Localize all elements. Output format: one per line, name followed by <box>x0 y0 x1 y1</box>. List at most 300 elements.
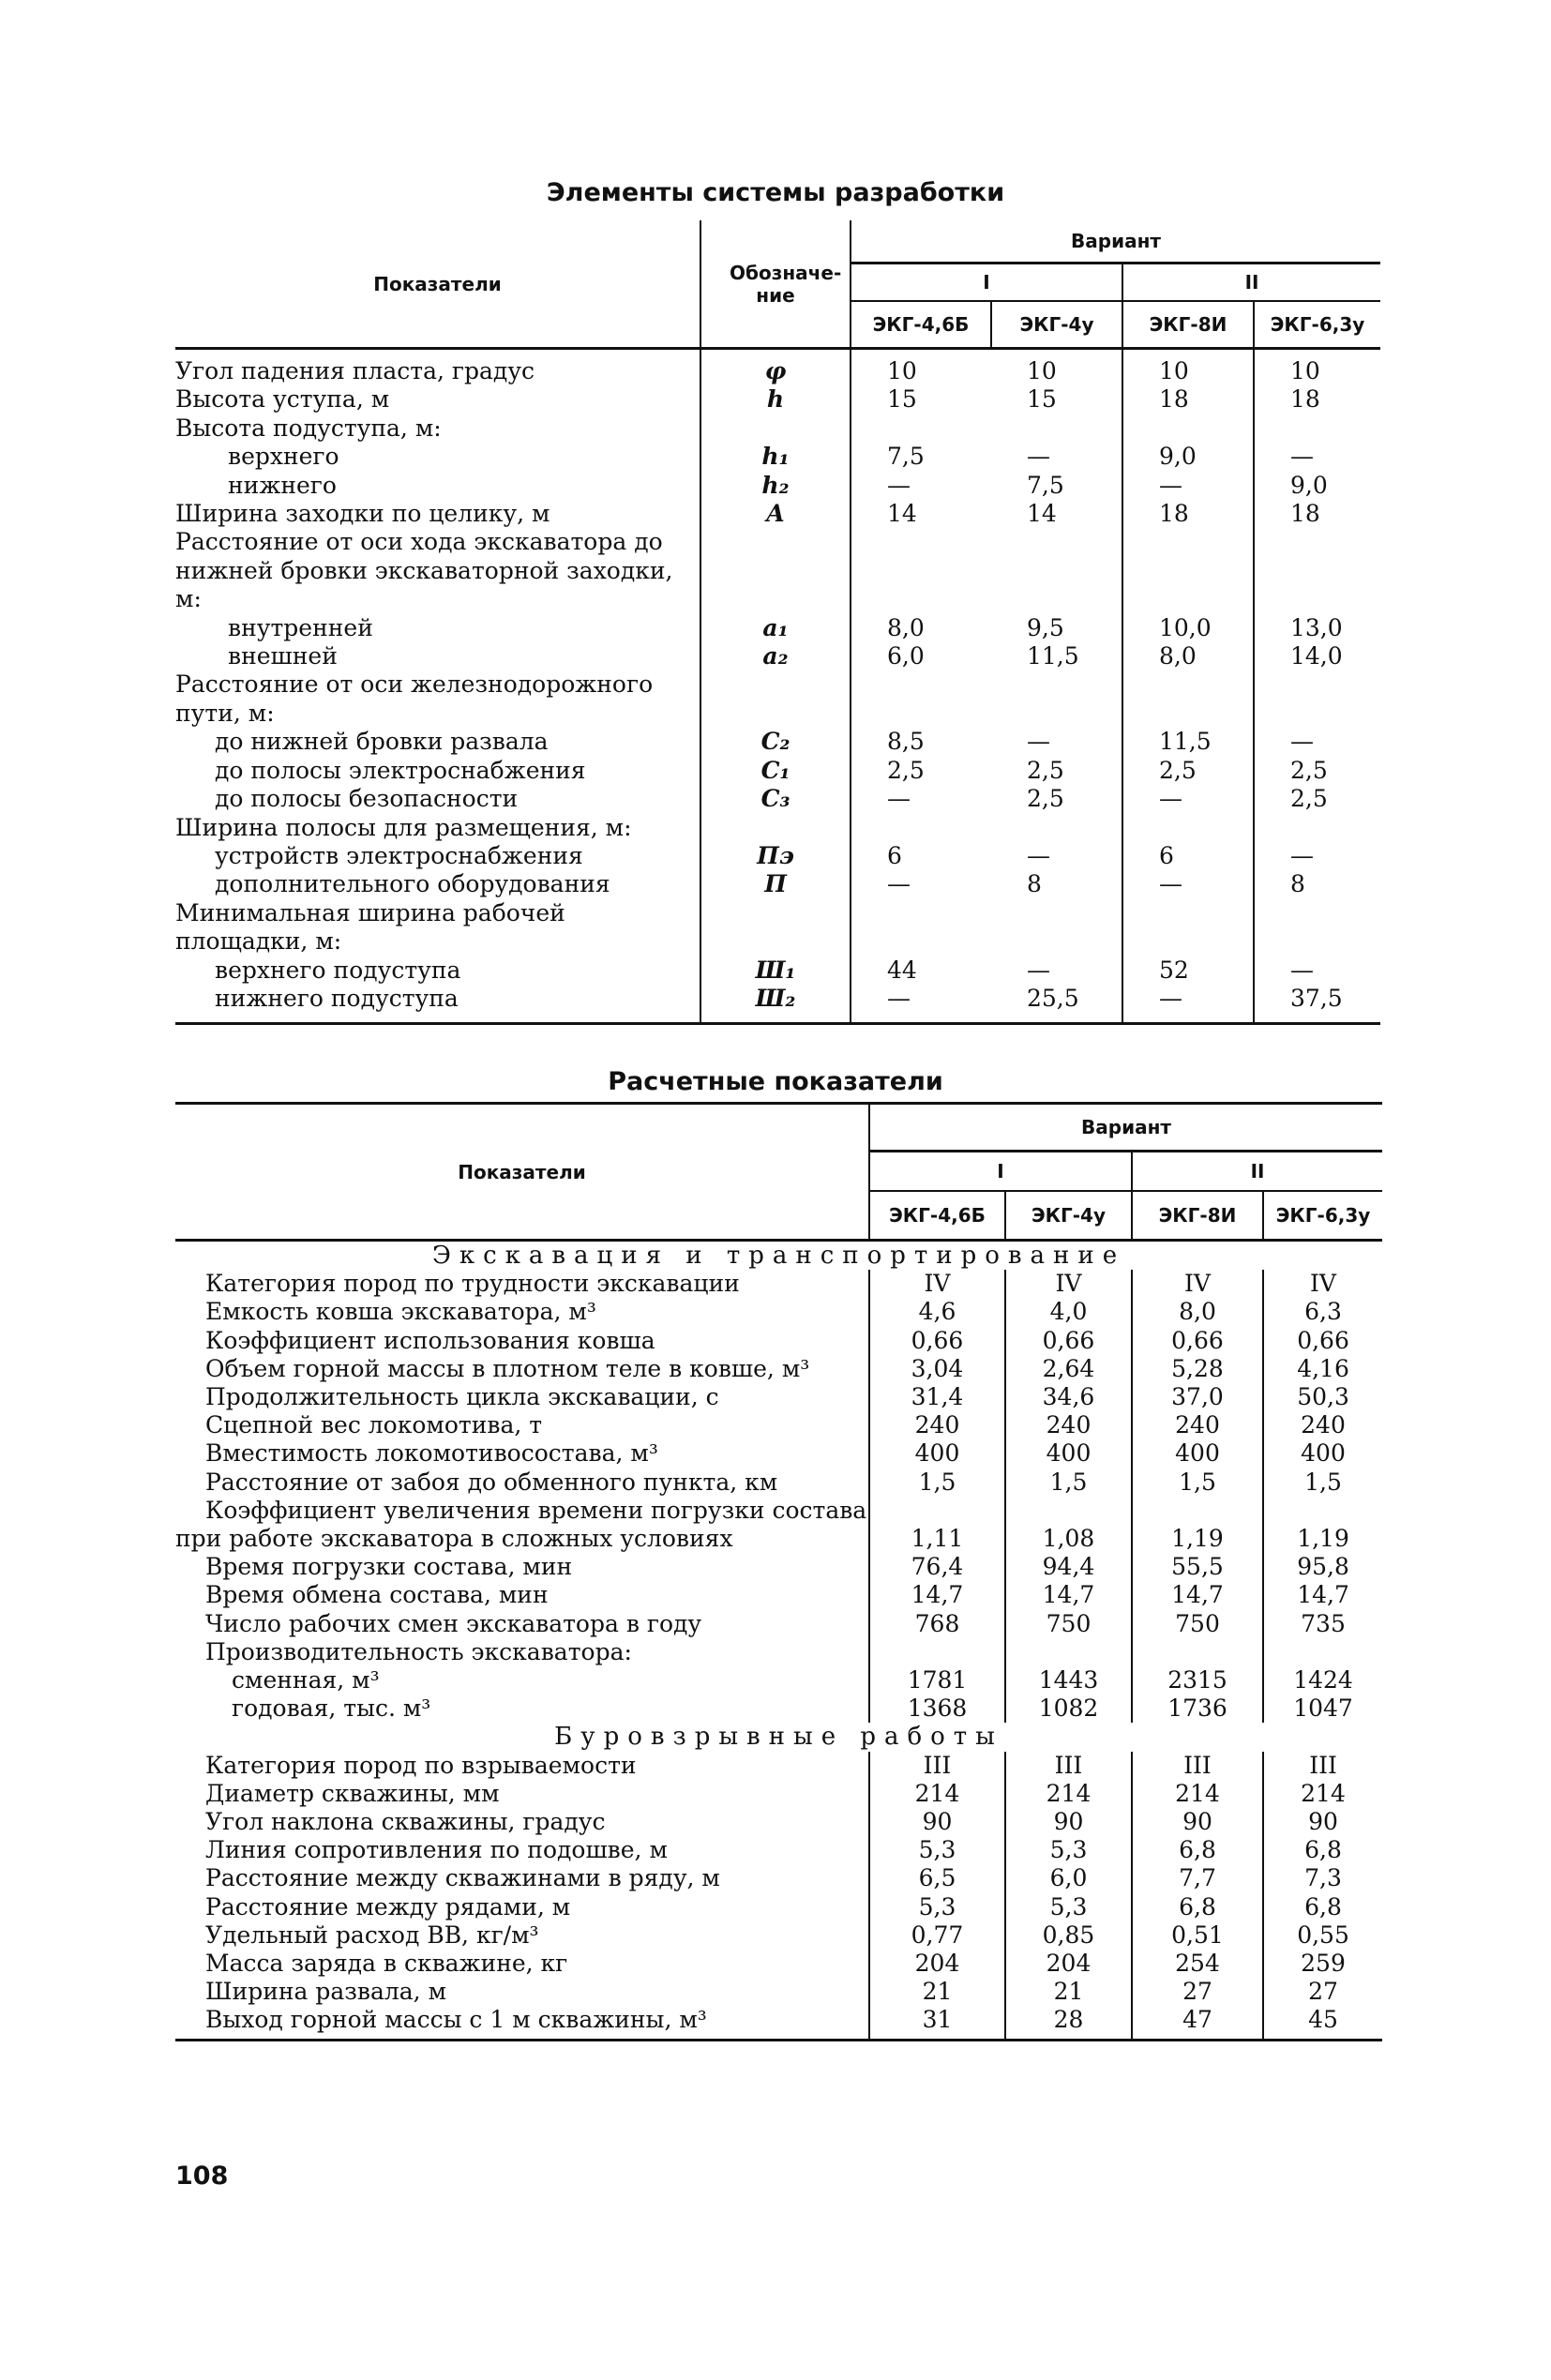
row-label: годовая, тыс. м³ <box>232 1695 431 1723</box>
value-cell: III <box>1005 1752 1132 1780</box>
table-row <box>175 814 1380 842</box>
value-cell: 52 <box>1122 957 1254 985</box>
table-row <box>175 1298 1382 1326</box>
value-cell: 14,7 <box>1132 1581 1263 1609</box>
row-label: Производительность экскаватора: <box>205 1637 632 1665</box>
table-row <box>175 2006 1382 2040</box>
excavator-header: ЭКГ-8И <box>1132 1191 1263 1241</box>
designation-header: Обозначе- ние <box>700 220 851 349</box>
row-label: Категория пород по взрываемости <box>205 1751 637 1779</box>
row-label: Линия сопротивления по подошве, м <box>205 1836 668 1864</box>
value-cell: — <box>1027 728 1050 756</box>
value-cell: 6,3 <box>1263 1298 1382 1326</box>
table-row <box>175 1752 1382 1780</box>
value-cell: 6,0 <box>851 642 991 670</box>
excavator-header: ЭКГ-4у <box>991 301 1122 349</box>
value-cell: 10 <box>1254 349 1380 386</box>
value-cell: 10 <box>1027 357 1057 384</box>
row-symbol <box>700 814 851 842</box>
value-cell: 10 <box>851 349 991 386</box>
value-cell: 44 <box>851 957 991 985</box>
value-cell: 1,19 <box>1263 1497 1382 1553</box>
table-row <box>175 642 1380 670</box>
value-cell: 18 <box>1122 385 1254 414</box>
value-cell: 750 <box>1005 1610 1132 1638</box>
value-cell: 8,0 <box>851 614 991 642</box>
value-cell: 90 <box>869 1808 1005 1836</box>
value-cell: 768 <box>869 1610 1005 1638</box>
value-cell: 2,64 <box>1005 1355 1132 1383</box>
table-row <box>175 985 1380 1024</box>
value-cell: — <box>1027 956 1050 984</box>
value-cell: 214 <box>869 1780 1005 1808</box>
row-symbol: П <box>700 870 851 898</box>
table-row <box>175 899 1380 957</box>
value-cell: 2,5 <box>851 757 991 785</box>
table1-title: Элементы системы разработки <box>546 178 1005 207</box>
value-cell: 11,5 <box>1122 728 1254 756</box>
value-cell: 8 <box>1027 870 1042 898</box>
row-label: Угол наклона скважины, градус <box>205 1808 606 1836</box>
value-cell: 90 <box>1132 1808 1263 1836</box>
row-symbol <box>700 670 851 728</box>
row-label: до нижней бровки развала <box>215 728 549 756</box>
table-row <box>175 1893 1382 1921</box>
excavator-header: ЭКГ-4у <box>1005 1191 1132 1241</box>
row-label: дополнительного оборудования <box>215 870 610 898</box>
value-cell: 5,28 <box>1132 1355 1263 1383</box>
row-symbol <box>700 528 851 613</box>
value-cell: 8,0 <box>1122 642 1254 670</box>
value-cell <box>851 899 991 957</box>
table-row <box>175 1808 1382 1836</box>
value-cell: 0,77 <box>869 1921 1005 1950</box>
value-cell: 1,5 <box>869 1469 1005 1497</box>
value-cell: 735 <box>1263 1610 1382 1638</box>
value-cell: 1,08 <box>1005 1497 1132 1553</box>
value-cell <box>869 1638 1005 1666</box>
row-label: Время погрузки состава, мин <box>205 1553 573 1581</box>
value-cell: 400 <box>1263 1439 1382 1468</box>
value-cell: 34,6 <box>1005 1383 1132 1411</box>
calculated-indicators-table <box>175 1102 1382 2041</box>
excavator-header: ЭКГ-4,6Б <box>851 301 991 349</box>
table-row <box>175 870 1380 898</box>
value-cell: — <box>1122 985 1254 1024</box>
value-cell: 18 <box>1122 500 1254 528</box>
value-cell: 8,5 <box>851 728 991 756</box>
value-cell: 1424 <box>1263 1666 1382 1695</box>
value-cell: III <box>869 1752 1005 1780</box>
value-cell: 5,3 <box>1005 1893 1132 1921</box>
table-row <box>175 528 1380 613</box>
table-row <box>175 1355 1382 1383</box>
value-cell: IV <box>1005 1270 1132 1298</box>
row-label: Ширина полосы для размещения, м: <box>175 813 632 841</box>
row-symbol: Ш₂ <box>700 985 851 1024</box>
value-cell: 4,16 <box>1263 1355 1382 1383</box>
value-cell: 4,6 <box>869 1298 1005 1326</box>
row-label: Масса заряда в скважине, кг <box>205 1950 568 1978</box>
value-cell: 6,8 <box>1263 1836 1382 1864</box>
value-cell: 27 <box>1263 1978 1382 2006</box>
value-cell: 400 <box>1005 1439 1132 1468</box>
value-cell: 0,66 <box>1005 1327 1132 1355</box>
value-cell: 14,7 <box>1263 1581 1382 1609</box>
value-cell: 0,66 <box>1263 1327 1382 1355</box>
value-cell: 10,0 <box>1122 614 1254 642</box>
table-row <box>175 1638 1382 1666</box>
value-cell: 5,3 <box>869 1836 1005 1864</box>
row-symbol: h₁ <box>700 443 851 471</box>
value-cell: — <box>1122 870 1254 898</box>
value-cell <box>1122 528 1254 613</box>
value-cell <box>1254 899 1380 957</box>
value-cell: IV <box>869 1270 1005 1298</box>
value-cell: 9,0 <box>1254 472 1380 500</box>
value-cell: 0,85 <box>1005 1921 1132 1950</box>
row-label: Продолжительность цикла экскавации, с <box>205 1383 719 1411</box>
value-cell: 15 <box>1027 385 1057 414</box>
value-cell: 6 <box>1122 842 1254 870</box>
table-row <box>175 1581 1382 1609</box>
section-row <box>175 1723 1382 1751</box>
system-elements-table <box>175 220 1380 1025</box>
row-label: Расстояние от оси хода экскаватора до нижней бровки экскаваторной заходки, м: <box>175 528 673 613</box>
value-cell: — <box>1122 785 1254 813</box>
row-label: Выход горной массы с 1 м скважины, м³ <box>175 2006 869 2040</box>
table-row <box>175 500 1380 528</box>
value-cell <box>1263 1638 1382 1666</box>
row-label: Высота подуступа, м: <box>175 414 442 442</box>
value-cell: 2,5 <box>1254 785 1380 813</box>
table-row <box>175 443 1380 471</box>
value-cell <box>851 814 991 842</box>
value-cell: IV <box>1132 1270 1263 1298</box>
table-row <box>175 349 1380 386</box>
value-cell: 2,5 <box>1027 756 1064 784</box>
value-cell: 6,0 <box>1005 1864 1132 1892</box>
value-cell: 240 <box>869 1411 1005 1439</box>
value-cell: 204 <box>1005 1950 1132 1978</box>
value-cell: 240 <box>1132 1411 1263 1439</box>
table-row <box>175 1978 1382 2006</box>
row-symbol: Ш₁ <box>700 957 851 985</box>
value-cell: 7,5 <box>851 443 991 471</box>
variant-i-header: I <box>851 264 1122 302</box>
value-cell: 7,3 <box>1263 1864 1382 1892</box>
variant-header: Вариант <box>869 1104 1382 1152</box>
value-cell: 400 <box>1132 1439 1263 1468</box>
row-label: верхнего подуступа <box>215 956 461 984</box>
table-row <box>175 1610 1382 1638</box>
value-cell: 18 <box>1254 500 1380 528</box>
table-row <box>175 1553 1382 1581</box>
value-cell: 55,5 <box>1132 1553 1263 1581</box>
row-label: Минимальная ширина рабочей площадки, м: <box>175 898 565 956</box>
value-cell: 13,0 <box>1254 614 1380 642</box>
value-cell <box>1254 414 1380 443</box>
value-cell: 8 <box>1254 870 1380 898</box>
value-cell: 9,0 <box>1122 443 1254 471</box>
value-cell <box>991 899 1122 957</box>
row-label: до полосы электроснабжения <box>215 756 586 784</box>
value-cell: 6,8 <box>1263 1893 1382 1921</box>
value-cell <box>991 528 1122 613</box>
value-cell: 1781 <box>869 1666 1005 1695</box>
row-label: нижнего подуступа <box>175 985 700 1024</box>
table-row <box>175 757 1380 785</box>
row-label: устройств электроснабжения <box>215 841 583 869</box>
value-cell: 214 <box>1132 1780 1263 1808</box>
value-cell: 259 <box>1263 1950 1382 1978</box>
table-row <box>175 957 1380 985</box>
value-cell: 25,5 <box>991 985 1122 1024</box>
page-number: 108 <box>175 2162 229 2191</box>
table-row <box>175 472 1380 500</box>
value-cell: 14 <box>1027 500 1057 528</box>
value-cell: 2315 <box>1132 1666 1263 1695</box>
value-cell: 5,3 <box>1005 1836 1132 1864</box>
value-cell: 14,7 <box>1005 1581 1132 1609</box>
value-cell: 31,4 <box>869 1383 1005 1411</box>
value-cell: — <box>1254 443 1380 471</box>
table-row <box>175 1411 1382 1439</box>
value-cell <box>991 670 1122 728</box>
section-row <box>175 1241 1382 1271</box>
row-symbol: Пэ <box>700 842 851 870</box>
row-symbol: C₂ <box>700 728 851 756</box>
value-cell <box>851 670 991 728</box>
value-cell: 6 <box>851 842 991 870</box>
value-cell: 1082 <box>1005 1695 1132 1723</box>
value-cell: 254 <box>1132 1950 1263 1978</box>
value-cell: 15 <box>851 385 991 414</box>
table-row <box>175 1666 1382 1695</box>
row-symbol: φ <box>700 349 851 386</box>
row-label: Диаметр скважины, мм <box>205 1779 500 1807</box>
value-cell: 6,8 <box>1132 1836 1263 1864</box>
value-cell: 2,5 <box>1027 785 1064 813</box>
table-row <box>175 1327 1382 1355</box>
row-symbol: h₂ <box>700 472 851 500</box>
section-heading: Экскавация и транспортирование <box>431 1242 1126 1270</box>
variant-ii-header: II <box>1122 264 1380 302</box>
value-cell: 1,11 <box>869 1497 1005 1553</box>
value-cell: — <box>1254 842 1380 870</box>
value-cell: 14,7 <box>869 1581 1005 1609</box>
row-label: Сцепной вес локомотива, т <box>205 1411 543 1439</box>
row-label: Расстояние от забоя до обменного пункта, км <box>205 1468 778 1496</box>
row-label: Категория пород по трудности экскавации <box>205 1270 740 1298</box>
table-row <box>175 614 1380 642</box>
row-label: Расстояние от оси железнодорожного пути, м: <box>175 670 654 727</box>
value-cell: — <box>1254 728 1380 756</box>
value-cell: 1,5 <box>1263 1469 1382 1497</box>
value-cell: 76,4 <box>869 1553 1005 1581</box>
variant-ii-header: II <box>1132 1152 1382 1192</box>
value-cell: 37,5 <box>1254 985 1380 1024</box>
value-cell: 14,0 <box>1254 642 1380 670</box>
excavator-header: ЭКГ-6,3у <box>1263 1191 1382 1241</box>
table-row <box>175 1270 1382 1298</box>
value-cell: 47 <box>1132 2006 1263 2040</box>
value-cell: 10 <box>1122 349 1254 386</box>
row-label: сменная, м³ <box>232 1666 380 1695</box>
value-cell <box>1122 899 1254 957</box>
value-cell: 5,3 <box>869 1893 1005 1921</box>
value-cell <box>991 414 1122 443</box>
row-label: Число рабочих смен экскаватора в году <box>205 1609 702 1637</box>
value-cell: 2,5 <box>1122 757 1254 785</box>
value-cell: 3,04 <box>869 1355 1005 1383</box>
excavator-header: ЭКГ-6,3у <box>1254 301 1380 349</box>
row-label: Удельный расход ВВ, кг/м³ <box>205 1921 539 1949</box>
value-cell: 50,3 <box>1263 1383 1382 1411</box>
value-cell <box>1122 670 1254 728</box>
row-label: Угол падения пласта, градус <box>175 357 535 384</box>
excavator-header: ЭКГ-4,6Б <box>869 1191 1005 1241</box>
value-cell: 9,5 <box>1027 613 1064 641</box>
value-cell <box>851 528 991 613</box>
value-cell: 94,4 <box>1005 1553 1132 1581</box>
value-cell: 90 <box>1263 1808 1382 1836</box>
row-symbol: a₁ <box>700 614 851 642</box>
value-cell: 27 <box>1132 1978 1263 2006</box>
table2-title: Расчетные показатели <box>608 1067 943 1096</box>
value-cell <box>1254 670 1380 728</box>
indicator-header: Показатели <box>175 1104 869 1241</box>
value-cell: 2,5 <box>1254 757 1380 785</box>
row-label: нижнего <box>228 471 337 499</box>
value-cell: 31 <box>869 2006 1005 2040</box>
value-cell: — <box>851 472 991 500</box>
value-cell: 21 <box>1005 1978 1132 2006</box>
row-symbol: A <box>700 500 851 528</box>
value-cell: III <box>1263 1752 1382 1780</box>
variant-i-header: I <box>869 1152 1132 1192</box>
value-cell <box>1254 814 1380 842</box>
value-cell: 750 <box>1132 1610 1263 1638</box>
row-symbol <box>700 414 851 443</box>
row-label: Время обмена состава, мин <box>205 1581 549 1609</box>
row-label: внутренней <box>228 613 373 641</box>
value-cell: 240 <box>1005 1411 1132 1439</box>
row-label: до полосы безопасности <box>215 785 519 813</box>
variant-header: Вариант <box>851 220 1380 264</box>
value-cell: 1736 <box>1132 1695 1263 1723</box>
value-cell: 6,8 <box>1132 1893 1263 1921</box>
value-cell: 1,5 <box>1005 1469 1132 1497</box>
value-cell: 21 <box>869 1978 1005 2006</box>
table-row <box>175 1469 1382 1497</box>
row-symbol: a₂ <box>700 642 851 670</box>
row-label: Ширина развала, м <box>205 1978 447 2006</box>
value-cell <box>851 414 991 443</box>
value-cell: 0,51 <box>1132 1921 1263 1950</box>
value-cell: 1,19 <box>1132 1497 1263 1553</box>
value-cell: 1,5 <box>1132 1469 1263 1497</box>
value-cell: 0,66 <box>869 1327 1005 1355</box>
value-cell: 204 <box>869 1950 1005 1978</box>
table-row <box>175 670 1380 728</box>
value-cell: 18 <box>1254 385 1380 414</box>
value-cell: 214 <box>1005 1780 1132 1808</box>
indicator-header: Показатели <box>175 220 700 349</box>
value-cell: 1368 <box>869 1695 1005 1723</box>
value-cell: 1047 <box>1263 1695 1382 1723</box>
row-symbol: h <box>700 385 851 414</box>
table-row <box>175 385 1380 414</box>
table-row <box>175 1780 1382 1808</box>
value-cell: 11,5 <box>1027 642 1079 670</box>
value-cell: 14 <box>851 500 991 528</box>
value-cell <box>1122 814 1254 842</box>
value-cell <box>1122 414 1254 443</box>
value-cell: 90 <box>1005 1808 1132 1836</box>
table-row <box>175 1864 1382 1892</box>
table-row <box>175 414 1380 443</box>
value-cell: 400 <box>869 1439 1005 1468</box>
table-row <box>175 1497 1382 1553</box>
value-cell: — <box>851 870 991 898</box>
row-label: Емкость ковша экскаватора, м³ <box>205 1298 596 1326</box>
value-cell: — <box>1027 841 1050 869</box>
row-label: Ширина заходки по целику, м <box>175 500 550 528</box>
row-symbol: C₁ <box>700 757 851 785</box>
value-cell: 28 <box>1005 2006 1132 2040</box>
row-label: верхнего <box>228 443 339 471</box>
table-row <box>175 1383 1382 1411</box>
value-cell <box>991 814 1122 842</box>
value-cell: 4,0 <box>1005 1298 1132 1326</box>
table-row <box>175 728 1380 756</box>
value-cell: 6,5 <box>869 1864 1005 1892</box>
row-label: Объем горной массы в плотном теле в ковше, м³ <box>205 1354 810 1382</box>
row-label: Расстояние между рядами, м <box>205 1892 571 1921</box>
table-row <box>175 842 1380 870</box>
table-row <box>175 1836 1382 1864</box>
table-row <box>175 1439 1382 1468</box>
value-cell: III <box>1132 1752 1263 1780</box>
section-heading: Буровзрывные работы <box>554 1723 1003 1752</box>
excavator-header: ЭКГ-8И <box>1122 301 1254 349</box>
value-cell: 95,8 <box>1263 1553 1382 1581</box>
value-cell: 8,0 <box>1132 1298 1263 1326</box>
value-cell: — <box>851 985 991 1024</box>
row-label: Коэффициент использования ковша <box>205 1326 655 1354</box>
value-cell: IV <box>1263 1270 1382 1298</box>
value-cell: 45 <box>1263 2006 1382 2040</box>
table-row <box>175 1950 1382 1978</box>
value-cell: 214 <box>1263 1780 1382 1808</box>
value-cell: — <box>1027 443 1050 471</box>
row-label: Коэффициент увеличения времени погрузки состава при работе экскаватора в сложных условиях <box>175 1496 867 1553</box>
value-cell: 37,0 <box>1132 1383 1263 1411</box>
table-row <box>175 785 1380 813</box>
value-cell: 7,7 <box>1132 1864 1263 1892</box>
row-label: Вместимость локомотивосостава, м³ <box>205 1439 658 1468</box>
value-cell: 240 <box>1263 1411 1382 1439</box>
row-label: внешней <box>228 642 338 670</box>
row-symbol <box>700 899 851 957</box>
row-label: Расстояние между скважинами в ряду, м <box>205 1864 720 1892</box>
table-row <box>175 1921 1382 1950</box>
value-cell: — <box>851 785 991 813</box>
value-cell: 0,66 <box>1132 1327 1263 1355</box>
table-row <box>175 1695 1382 1723</box>
row-label: Высота уступа, м <box>175 385 390 414</box>
